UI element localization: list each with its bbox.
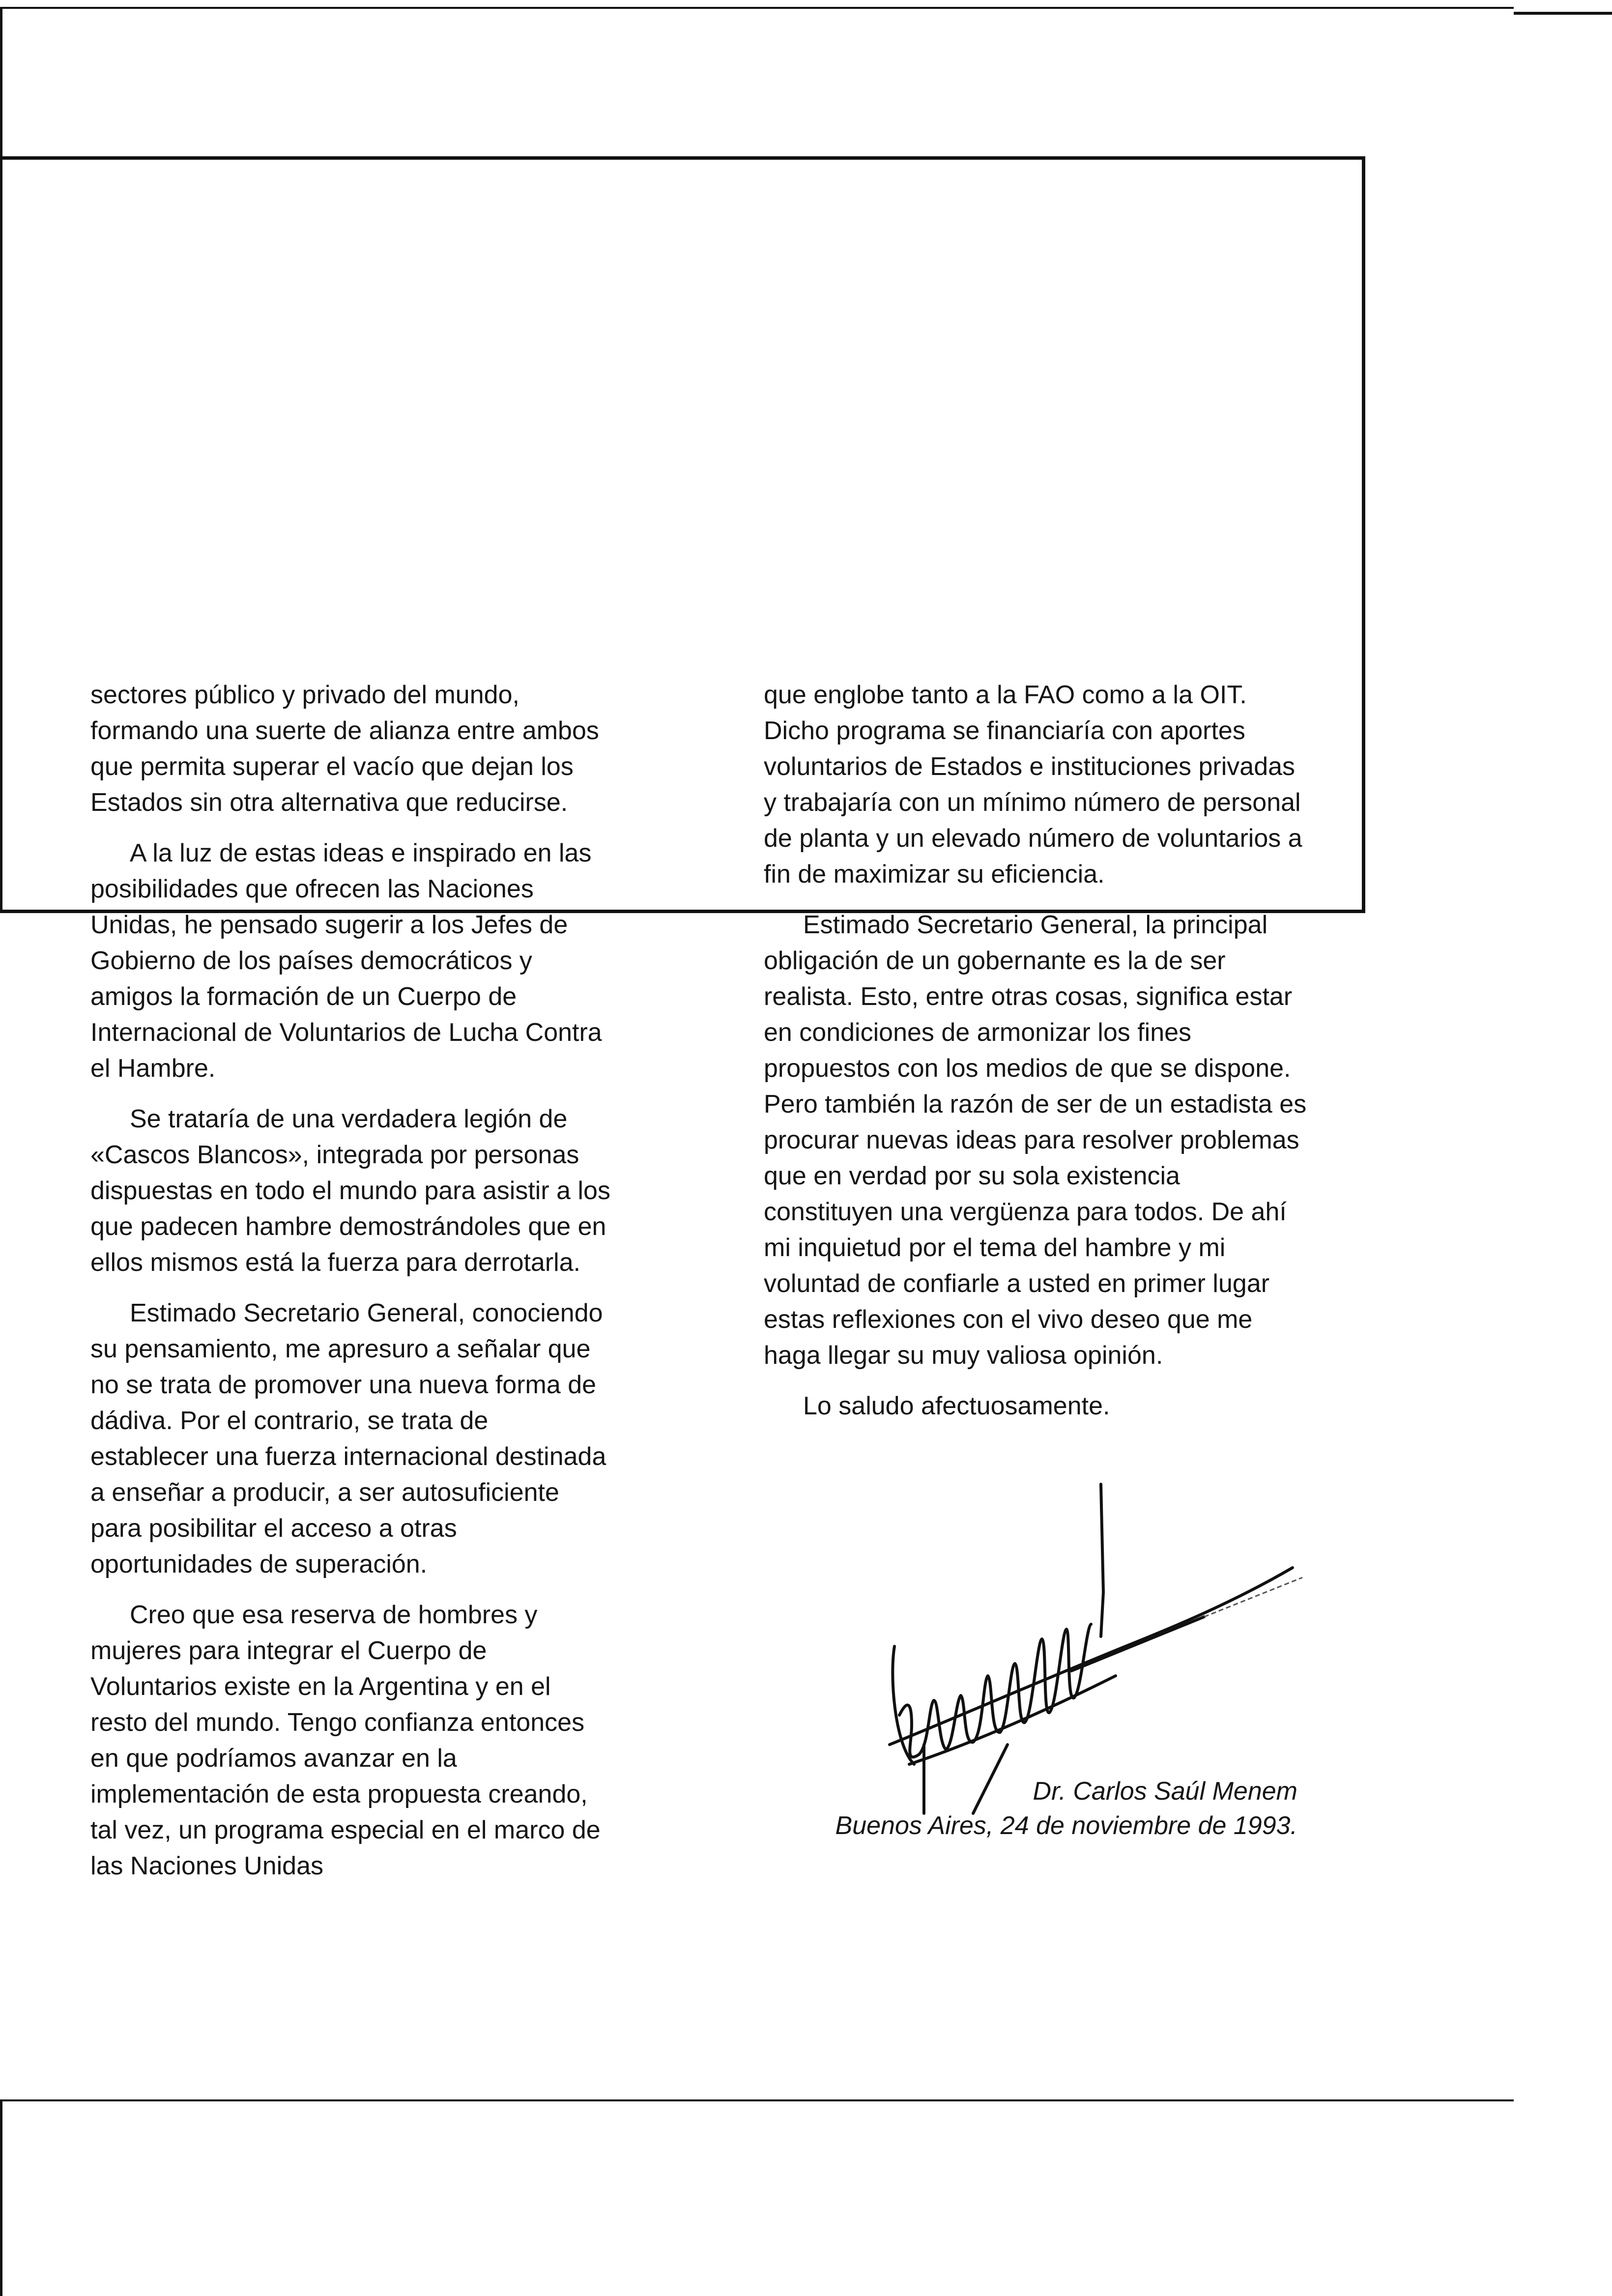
signatory-name: Dr. Carlos Saúl Menem — [1033, 1777, 1297, 1806]
top-border-rule — [0, 7, 1514, 9]
top-right-rule — [1514, 12, 1612, 15]
paragraph: Estimado Secretario General, la principal obligación de un gobernante es la de ser realista. Esto, entre otras cosas, significa estar en condiciones de armonizar los fines propuestos con los medios de que se dispone. Pero también la razón de ser de un estadista es procurar nuevas ideas para resolver problemas que en verdad por su sola existencia constituyen una vergüenza para todos. De ahí mi inquietud por el tema del hambre y mi voluntad de confiarle a usted en primer lugar estas reflexiones con el vivo deseo que me haga llegar su muy valiosa opinión. — [764, 911, 1307, 1370]
left-text-column — [90, 677, 611, 1899]
paragraph: sectores público y privado del mundo, formando una suerte de alianza entre ambos que permita superar el vacío que dejan los Estados sin otra alternativa que reducirse. — [90, 681, 599, 817]
bottom-rule — [0, 2099, 1514, 2101]
closing-salutation: Lo saludo afectuosamente. — [803, 1392, 1110, 1420]
paragraph: Se trataría de una verdadera legión de «Cascos Blancos», integrada por personas dispuestas en todo el mundo para asistir a los que padecen hambre demostrándoles que en ellos mismos está la fuerza para derrotarla. — [90, 1105, 610, 1277]
paragraph: Creo que esa reserva de hombres y mujeres para integrar el Cuerpo de Voluntarios existe en la Argentina y en el resto del mundo. Tengo confianza entonces en que podríamos avanzar en la implementación de esta propuesta creando, tal vez, un programa especial en el marco de las Naciones Unidas — [90, 1601, 601, 1880]
place-date: Buenos Aires, 24 de noviembre de 1993. — [835, 1811, 1297, 1840]
right-text-column — [764, 677, 1309, 1439]
paragraph: que englobe tanto a la FAO como a la OIT. Dicho programa se financiaría con aportes voluntarios de Estados e instituciones privadas y trabajaría con un mínimo número de personal de planta y un elevado número de voluntarios a fin de maximizar su eficiencia. — [764, 681, 1302, 889]
paragraph: A la luz de estas ideas e inspirado en las posibilidades que ofrecen las Naciones Unidas, he pensado sugerir a los Jefes de Gobierno de los países democráticos y amigos la formación de un Cuerpo de Internacional de Voluntarios de Lucha Contra el Hambre. — [90, 839, 602, 1083]
signature-block — [835, 1774, 1297, 1843]
left-margin-rule-bottom — [0, 2101, 2, 2296]
paragraph: Estimado Secretario General, conociendo su pensamiento, me apresuro a señalar que no se trata de promover una nueva forma de dádiva. Por el contrario, se trata de establecer una fuerza internacional destinada a enseñar a producir, a ser autosuficiente para posibilitar el acceso a otras oportunidades de superación. — [90, 1299, 606, 1578]
